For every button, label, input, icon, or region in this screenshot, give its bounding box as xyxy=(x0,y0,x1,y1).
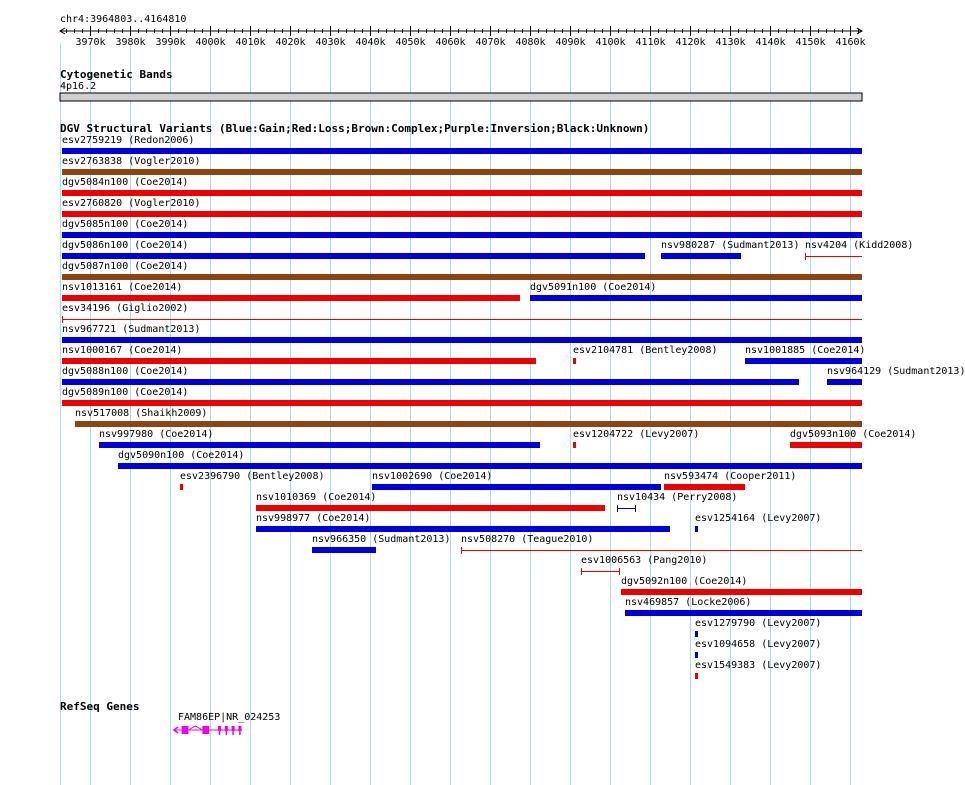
ruler-tick-label: 4040k xyxy=(355,37,386,48)
dgv-feature-label[interactable]: esv1549383 (Levy2007) xyxy=(695,660,822,671)
dgv-feature-label[interactable]: esv2396790 (Bentley2008) xyxy=(180,471,325,482)
dgv-feature-bar[interactable] xyxy=(62,211,862,217)
dgv-feature-label[interactable]: nsv469857 (Locke2006) xyxy=(625,597,752,608)
ruler-tick-label: 4090k xyxy=(555,37,586,48)
ruler-tick-label: 3990k xyxy=(155,37,186,48)
ruler-tick-label: 3980k xyxy=(115,37,146,48)
ruler-tick-label: 4070k xyxy=(475,37,506,48)
ruler-tick-label: 4160k xyxy=(835,37,866,48)
dgv-feature-bar[interactable] xyxy=(461,550,862,551)
dgv-feature-label[interactable]: nsv998977 (Coe2014) xyxy=(256,513,371,524)
dgv-feature-bar[interactable] xyxy=(372,484,661,490)
dgv-feature-label[interactable]: nsv1001885 (Coe2014) xyxy=(745,345,866,356)
ruler-tick-label: 4150k xyxy=(795,37,826,48)
ruler-tick-label: 4020k xyxy=(275,37,306,48)
dgv-feature-label[interactable]: esv1094658 (Levy2007) xyxy=(695,639,822,650)
dgv-feature-bar[interactable] xyxy=(118,463,862,469)
dgv-feature-endcap xyxy=(461,547,462,554)
ruler-tick-label: 4140k xyxy=(755,37,786,48)
ruler-tick-label: 4130k xyxy=(715,37,746,48)
dgv-feature-label[interactable]: esv34196 (Giglio2002) xyxy=(62,303,189,314)
dgv-feature-bar[interactable] xyxy=(62,319,862,320)
dgv-feature-label[interactable]: nsv4204 (Kidd2008) xyxy=(805,240,914,251)
dgv-feature-label[interactable]: nsv964129 (Sudmant2013) xyxy=(827,366,965,377)
dgv-feature-label[interactable]: nsv1010369 (Coe2014) xyxy=(256,492,377,503)
dgv-feature-label[interactable]: dgv5087n100 (Coe2014) xyxy=(62,261,189,272)
dgv-feature-label[interactable]: nsv966350 (Sudmant2013) xyxy=(312,534,451,545)
dgv-feature-bar[interactable] xyxy=(312,547,376,553)
dgv-feature-label[interactable]: nsv997980 (Coe2014) xyxy=(99,429,214,440)
dgv-feature-bar[interactable] xyxy=(805,256,862,257)
dgv-feature-bar[interactable] xyxy=(62,253,645,259)
dgv-feature-bar[interactable] xyxy=(62,274,862,280)
dgv-feature-bar[interactable] xyxy=(62,400,862,406)
dgv-feature-bar[interactable] xyxy=(621,589,862,595)
dgv-feature-label[interactable]: esv2760820 (Vogler2010) xyxy=(62,198,201,209)
dgv-feature-bar[interactable] xyxy=(256,526,670,532)
dgv-feature-endcap xyxy=(805,253,806,260)
dgv-feature-bar[interactable] xyxy=(62,148,862,154)
dgv-feature-bar[interactable] xyxy=(62,337,862,343)
dgv-feature-label[interactable]: nsv1002690 (Coe2014) xyxy=(372,471,493,482)
dgv-feature-label[interactable]: dgv5090n100 (Coe2014) xyxy=(118,450,245,461)
dgv-feature-endcap xyxy=(619,568,620,575)
dgv-feature-label[interactable]: esv1254164 (Levy2007) xyxy=(695,513,822,524)
dgv-feature-label[interactable]: dgv5084n100 (Coe2014) xyxy=(62,177,189,188)
dgv-feature-bar[interactable] xyxy=(62,232,862,238)
dgv-feature-bar[interactable] xyxy=(695,673,698,679)
dgv-feature-endcap xyxy=(62,316,63,323)
dgv-feature-label[interactable]: esv1006563 (Pang2010) xyxy=(581,555,708,566)
dgv-feature-endcap xyxy=(581,568,582,575)
dgv-feature-bar[interactable] xyxy=(695,652,698,658)
ruler-tick-label: 4100k xyxy=(595,37,626,48)
dgv-track-title[interactable]: DGV Structural Variants (Blue:Gain;Red:Loss;Brown:Complex;Purple:Inversion;Black:Unknown) xyxy=(60,122,650,135)
dgv-feature-bar[interactable] xyxy=(573,442,576,448)
ruler-tick-label: 3970k xyxy=(75,37,106,48)
ruler-tick-label: 4110k xyxy=(635,37,666,48)
dgv-feature-label[interactable]: dgv5091n100 (Coe2014) xyxy=(530,282,657,293)
dgv-feature-endcap xyxy=(635,505,636,512)
ruler-tick-label: 4060k xyxy=(435,37,466,48)
dgv-feature-label[interactable]: nsv517008 (Shaikh2009) xyxy=(75,408,208,419)
dgv-feature-bar[interactable] xyxy=(62,358,536,364)
dgv-feature-bar[interactable] xyxy=(62,169,862,175)
dgv-feature-bar[interactable] xyxy=(99,442,540,448)
dgv-feature-bar[interactable] xyxy=(581,571,619,572)
dgv-feature-bar[interactable] xyxy=(75,421,862,427)
dgv-feature-label[interactable]: dgv5089n100 (Coe2014) xyxy=(62,387,189,398)
dgv-feature-bar[interactable] xyxy=(661,253,741,259)
dgv-feature-label[interactable]: nsv593474 (Cooper2011) xyxy=(664,471,797,482)
cytoband-track-title[interactable]: Cytogenetic Bands xyxy=(60,68,173,81)
dgv-feature-label[interactable]: nsv508270 (Teague2010) xyxy=(461,534,594,545)
dgv-feature-label[interactable]: dgv5085n100 (Coe2014) xyxy=(62,219,189,230)
dgv-feature-label[interactable]: esv1204722 (Levy2007) xyxy=(573,429,700,440)
dgv-feature-bar[interactable] xyxy=(530,295,862,301)
dgv-feature-bar[interactable] xyxy=(625,610,862,616)
dgv-feature-label[interactable]: esv2104781 (Bentley2008) xyxy=(573,345,718,356)
ruler-tick-label: 4080k xyxy=(515,37,546,48)
dgv-feature-bar[interactable] xyxy=(790,442,862,448)
dgv-feature-label[interactable]: nsv967721 (Sudmant2013) xyxy=(62,324,201,335)
dgv-feature-label[interactable]: esv1279790 (Levy2007) xyxy=(695,618,822,629)
dgv-feature-bar[interactable] xyxy=(256,505,605,511)
dgv-feature-bar[interactable] xyxy=(62,379,799,385)
gene-label[interactable]: FAM86EP|NR_024253 xyxy=(178,712,281,723)
dgv-feature-bar[interactable] xyxy=(573,358,576,364)
cytoband-bar[interactable] xyxy=(60,93,862,101)
region-label: chr4:3964803..4164810 xyxy=(60,14,187,25)
ruler-tick-label: 4050k xyxy=(395,37,426,48)
dgv-feature-bar[interactable] xyxy=(827,379,862,385)
dgv-feature-bar[interactable] xyxy=(180,484,183,490)
dgv-feature-bar[interactable] xyxy=(664,484,745,490)
dgv-feature-label[interactable]: dgv5093n100 (Coe2014) xyxy=(790,429,917,440)
dgv-feature-label[interactable]: nsv10434 (Perry2008) xyxy=(617,492,738,503)
dgv-feature-bar[interactable] xyxy=(695,526,698,532)
cytoband-name: 4p16.2 xyxy=(60,81,97,92)
dgv-feature-label[interactable]: nsv1000167 (Coe2014) xyxy=(62,345,183,356)
dgv-feature-label[interactable]: dgv5088n100 (Coe2014) xyxy=(62,366,189,377)
dgv-feature-bar[interactable] xyxy=(62,295,520,301)
dgv-feature-label[interactable]: esv2759219 (Redon2006) xyxy=(62,135,195,146)
dgv-feature-label[interactable]: nsv1013161 (Coe2014) xyxy=(62,282,183,293)
ruler-tick-label: 4010k xyxy=(235,37,266,48)
refseq-track-title[interactable]: RefSeq Genes xyxy=(60,700,140,713)
ruler-tick-label: 4030k xyxy=(315,37,346,48)
dgv-feature-bar[interactable] xyxy=(695,631,698,637)
dgv-feature-label[interactable]: dgv5086n100 (Coe2014) xyxy=(62,240,189,251)
dgv-feature-endcap xyxy=(617,505,618,512)
ruler-tick-label: 4000k xyxy=(195,37,226,48)
dgv-feature-bar[interactable] xyxy=(745,358,862,364)
dgv-feature-label[interactable]: dgv5092n100 (Coe2014) xyxy=(621,576,748,587)
dgv-feature-label[interactable]: esv2763838 (Vogler2010) xyxy=(62,156,201,167)
dgv-feature-bar[interactable] xyxy=(617,508,635,509)
ruler-tick-label: 4120k xyxy=(675,37,706,48)
dgv-feature-bar[interactable] xyxy=(62,190,862,196)
dgv-feature-label[interactable]: nsv980287 (Sudmant2013) xyxy=(661,240,800,251)
